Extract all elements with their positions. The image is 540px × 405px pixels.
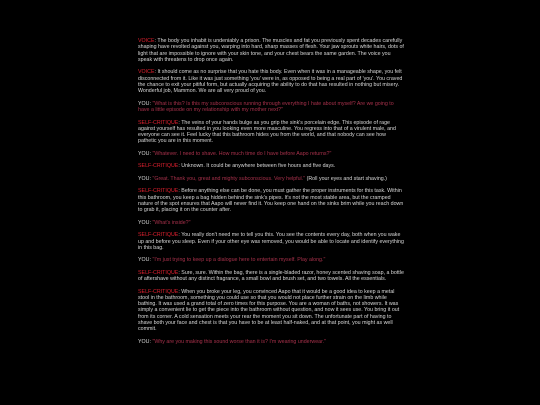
speaker-label: YOU: [138, 100, 150, 107]
story-passage: [138, 38, 404, 351]
speaker-label: YOU: [138, 150, 150, 157]
speaker-label: VOICE: [138, 38, 155, 44]
speaker-label: SELF-CRITIQUE: [138, 119, 179, 126]
speaker-separator: :: [149, 150, 153, 157]
dialogue-entry: [138, 69, 404, 94]
speaker-separator: :: [178, 269, 182, 276]
narration-text: Sure, sure. Within the bag, there is a single-bladed razor, honey scented shaving soap, a bottle of aftershave without any distinct fragrance, a small bowl and brush set, and two towels. All the essentials.: [138, 269, 404, 283]
speaker-separator: :: [149, 257, 153, 264]
speaker-label: YOU: [138, 175, 150, 182]
narration-text: The veins of your hands bulge as you grip the sink's porcelain edge. This episode of rage against yourself has resulted in you looking even more masculine. You regress into that of a virulent male, and everyone can see it. Feel lucky that this bathroom hides you from the world, and that nobody can see how pathetic you are in this moment.: [138, 119, 396, 145]
speaker-label: SELF-CRITIQUE: [138, 163, 179, 170]
dialogue-entry: [138, 339, 404, 345]
dialogue-quote: "Great. Thank you, great and mighty subconscious. Very helpful.": [152, 175, 306, 182]
speaker-label: YOU: [138, 338, 150, 345]
speaker-separator: :: [149, 219, 153, 226]
speaker-label: SELF-CRITIQUE: [138, 188, 179, 195]
dialogue-quote: "Why are you making this sound worse than it is? I'm wearing underwear.": [152, 338, 326, 345]
dialogue-entry: [138, 232, 404, 251]
dialogue-quote: "What's inside?": [152, 219, 191, 226]
speaker-label: SELF-CRITIQUE: [138, 288, 179, 295]
dialogue-entry: [138, 220, 404, 226]
narration-text: (Roll your eyes and start shaving.): [306, 175, 387, 182]
dialogue-entry: [138, 270, 404, 283]
speaker-separator: :: [178, 288, 182, 295]
dialogue-entry: [138, 188, 404, 213]
narration-text: Before anything else can be done, you must gather the proper instruments for this task. Within this bathroom, you keep a bag hidden behind the sink's pipes. It's not the most stable area, but the cramped nature of the spot ensures that Aapo will never find it. You keep one hand on the sinks brim while you reach down to grab it, placing it on the counter after.: [138, 188, 404, 214]
narration-text: Unknown. It could be anywhere between five hours and five days.: [181, 163, 336, 170]
speaker-separator: :: [178, 163, 182, 170]
dialogue-entry: [138, 163, 404, 169]
dialogue-entry: [138, 38, 404, 63]
speaker-separator: :: [178, 119, 182, 126]
speaker-separator: :: [154, 69, 158, 76]
narration-text: The body you inhabit is undeniably a prison. The muscles and fat you previously spent decades carefully shaping have revolted against you, warping into hard, sharp masses of flesh. Your jaw sprouts white hairs, dots of light that are impossible to ignore with your skin tone, and your chest bears the same garden. The voice you speak with threatens to drop once again.: [138, 38, 404, 63]
dialogue-entry: [138, 151, 404, 157]
speaker-label: YOU: [138, 257, 150, 264]
speaker-separator: :: [178, 188, 182, 195]
speaker-separator: :: [154, 38, 158, 44]
narration-text: When you broke your leg, you convinced Aapo that it would be a good idea to keep a metal stool in the bathroom, something you could use so that you would not place further strain on the limb while bathing. It was used a grand total of zero times for this purpose. You are a woman of baths, not showers. It was simply a convenient lie to get the piece into the bathroom without question, and now it sees use. You bring it out from its corner. A cold sensation meets your rear the moment you sit down. The unfortunate part of having to shave both your face and chest is that you have to be at least half-naked, and at that point, you might as well commit.: [138, 288, 400, 333]
speaker-separator: :: [149, 338, 153, 345]
dialogue-entry: [138, 101, 404, 114]
dialogue-quote: "Whatever. I need to shave. How much time do I have before Aapo returns?": [152, 150, 332, 157]
speaker-separator: :: [149, 100, 153, 107]
speaker-label: SELF-CRITIQUE: [138, 269, 179, 276]
dialogue-quote: "What is this? Is this my subconscious running through everything I hate about myself? Are we going to have a little episode on my relationship with my mother next?": [138, 100, 394, 114]
speaker-separator: :: [178, 232, 182, 239]
speaker-label: VOICE: [138, 69, 155, 76]
narration-text: It should come as no surprise that you hate this body. Even when it was in a manageable shape, you felt disconnected from it. Like it was just something 'you' were in, as opposed to being a real part of 'you'. You craved the chance to exit your pitiful form, but actually acquiring the ability to do that has resulted in nothing but misery. Wonderful job, Mammon. We are all very proud of you.: [138, 69, 403, 95]
narration-text: You really don't need me to tell you this. You see the contents every day, both when you wake up and before you sleep. Even if your other eye was removed, you would be able to locate and identify everything in this bag.: [138, 232, 404, 251]
speaker-separator: :: [149, 175, 153, 182]
dialogue-entry: [138, 120, 404, 145]
speaker-label: YOU: [138, 219, 150, 226]
dialogue-entry: [138, 289, 404, 333]
dialogue-quote: "I'm just trying to keep up a dialogue here to entertain myself. Play along.": [152, 257, 326, 264]
speaker-label: SELF-CRITIQUE: [138, 232, 179, 239]
dialogue-entry: [138, 257, 404, 263]
dialogue-entry: [138, 176, 404, 182]
